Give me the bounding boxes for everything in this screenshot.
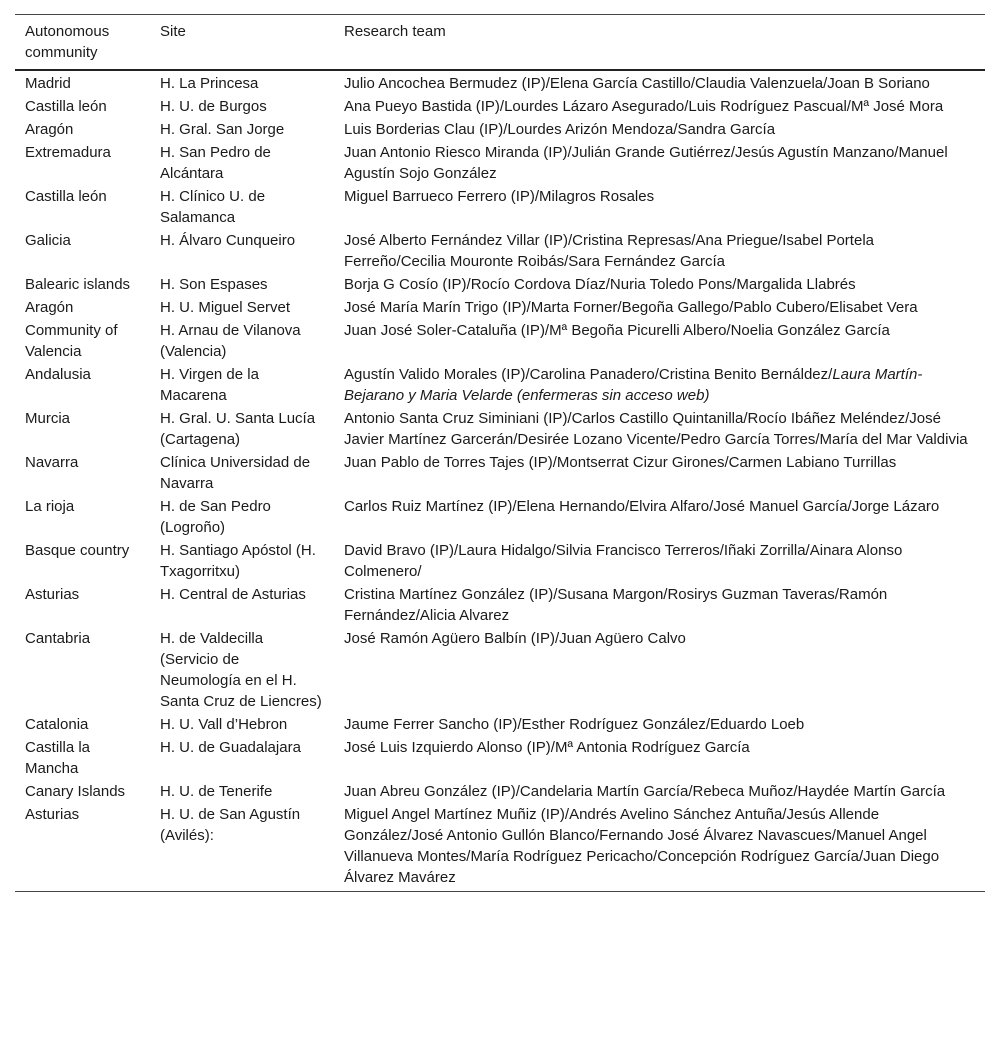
- team-text: José Alberto Fernández Villar (IP)/Cristina Represas/Ana Priegue/Isabel Portela Ferreño/Cecilia Mouronte Roibás/Sara Fernández García: [344, 232, 874, 270]
- team-text: Borja G Cosío (IP)/Rocío Cordova Díaz/Nuria Toledo Pons/Margalida Llabrés: [344, 276, 856, 293]
- site-cell: H. Son Espases: [160, 276, 268, 293]
- community-cell: Asturias: [15, 803, 150, 892]
- site-cell: H. U. de San Agustín (Avilés):: [150, 803, 334, 892]
- site-cell: H. La Princesa: [160, 75, 259, 92]
- team-cell: [334, 407, 985, 451]
- site-cell: H. de Valdecilla (Servicio de Neumología en el H. Santa Cruz de Liencres): [160, 630, 322, 710]
- site-cell: H. U. Miguel Servet: [160, 299, 291, 316]
- table-header: [15, 15, 985, 71]
- table-row: [15, 185, 985, 229]
- team-cell: [334, 363, 985, 407]
- team-text: José María Marín Trigo (IP)/Marta Forner/Begoña Gallego/Pablo Cubero/Elisabet Vera: [344, 299, 918, 316]
- team-cell: [334, 736, 985, 780]
- team-text: Juan Abreu González (IP)/Candelaria Martín García/Rebeca Muñoz/Haydée Martín García: [344, 783, 946, 800]
- table-row: [15, 407, 985, 451]
- team-cell: [334, 141, 985, 185]
- team-text: Juan José Soler-Cataluña (IP)/Mª Begoña Picurelli Albero/Noelia González García: [344, 322, 890, 339]
- table-row: [15, 229, 985, 273]
- community-cell: Andalusia: [25, 366, 91, 383]
- site-cell: Clínica Universidad de Navarra: [160, 454, 311, 492]
- site-cell: H. Gral. San Jorge: [160, 121, 285, 138]
- team-cell: [334, 451, 985, 495]
- table-row: [15, 273, 985, 296]
- team-cell: [334, 118, 985, 141]
- team-text: Ana Pueyo Bastida (IP)/Lourdes Lázaro Asegurado/Luis Rodríguez Pascual/Mª José Mora: [344, 98, 944, 115]
- community-cell: Castilla león: [25, 98, 107, 115]
- team-text: Jaume Ferrer Sancho (IP)/Esther Rodríguez González/Eduardo Loeb: [344, 716, 805, 733]
- site-cell: H. Virgen de la Macarena: [160, 366, 259, 404]
- site-cell: H. Central de Asturias: [160, 586, 306, 603]
- site-cell: H. U. Vall d’Hebron: [160, 716, 288, 733]
- table-row: [15, 95, 985, 118]
- table-row: [15, 803, 985, 892]
- community-cell: Madrid: [25, 75, 71, 92]
- team-text: José Ramón Agüero Balbín (IP)/Juan Agüero Calvo: [344, 630, 686, 647]
- community-cell: Canary Islands: [25, 783, 126, 800]
- table-row: [15, 319, 985, 363]
- team-cell: [334, 70, 985, 95]
- team-text: Cristina Martínez González (IP)/Susana Margon/Rosirys Guzman Taveras/Ramón Fernández/Alicia Alvarez: [344, 586, 888, 624]
- table-row: [15, 296, 985, 319]
- team-cell: [334, 780, 985, 803]
- team-text: Miguel Barrueco Ferrero (IP)/Milagros Rosales: [344, 188, 655, 205]
- team-cell: [334, 627, 985, 713]
- site-cell: H. Santiago Apóstol (H. Txagorritxu): [160, 542, 316, 580]
- team-cell: [334, 803, 985, 892]
- table-row: [15, 363, 985, 407]
- team-cell: [334, 319, 985, 363]
- community-cell: Balearic islands: [25, 276, 131, 293]
- community-cell: Community of Valencia: [25, 322, 118, 360]
- team-text: José Luis Izquierdo Alonso (IP)/Mª Antonia Rodríguez García: [344, 739, 750, 756]
- community-cell: Aragón: [25, 299, 74, 316]
- team-cell: [334, 95, 985, 118]
- site-cell: H. Arnau de Vilanova (Valencia): [160, 322, 301, 360]
- table-row: [15, 780, 985, 803]
- team-text: Juan Pablo de Torres Tajes (IP)/Montserrat Cizur Girones/Carmen Labiano Turrillas: [344, 454, 897, 471]
- site-cell: H. San Pedro de Alcántara: [160, 144, 271, 182]
- community-cell: Murcia: [25, 410, 71, 427]
- site-cell: H. U. de Tenerife: [160, 783, 273, 800]
- site-cell: H. Gral. U. Santa Lucía (Cartagena): [160, 410, 316, 448]
- team-cell: [334, 229, 985, 273]
- community-cell: Navarra: [25, 454, 79, 471]
- community-cell: Catalonia: [25, 716, 89, 733]
- table-row: [15, 583, 985, 627]
- site-cell: H. Álvaro Cunqueiro: [160, 232, 296, 249]
- site-cell: H. U. de Guadalajara: [160, 739, 301, 756]
- team-text: Agustín Valido Morales (IP)/Carolina Panadero/Cristina Benito Bernáldez/: [344, 366, 833, 383]
- community-cell: Basque country: [25, 542, 130, 559]
- community-cell: Cantabria: [25, 630, 91, 647]
- header-site: Site: [150, 15, 334, 71]
- header-team: Research team: [334, 15, 985, 71]
- team-note-italic: Laura Martín-Bejarano y Maria Velarde (enfermeras sin acceso web): [344, 366, 923, 404]
- community-cell: Asturias: [25, 586, 80, 603]
- table-row: [15, 451, 985, 495]
- table-row: [15, 118, 985, 141]
- table-row: [15, 736, 985, 780]
- table-row: [15, 627, 985, 713]
- team-cell: [334, 296, 985, 319]
- table-row: [15, 70, 985, 95]
- table-row: [15, 539, 985, 583]
- team-text: Luis Borderias Clau (IP)/Lourdes Arizón Mendoza/Sandra García: [344, 121, 776, 138]
- table-row: [15, 495, 985, 539]
- header-community: Autonomous community: [15, 15, 150, 71]
- team-text: Carlos Ruiz Martínez (IP)/Elena Hernando/Elvira Alfaro/José Manuel García/Jorge Lázaro: [344, 498, 940, 515]
- team-cell: [334, 185, 985, 229]
- community-cell: Extremadura: [25, 144, 111, 161]
- team-text: David Bravo (IP)/Laura Hidalgo/Silvia Francisco Terreros/Iñaki Zorrilla/Ainara Alonso Colmenero/: [344, 542, 903, 580]
- team-text: Juan Antonio Riesco Miranda (IP)/Julián Grande Gutiérrez/Jesús Agustín Manzano/Manuel Agustín Sojo González: [344, 144, 948, 182]
- community-cell: La rioja: [25, 498, 75, 515]
- team-cell: [334, 273, 985, 296]
- table-body: [15, 70, 985, 892]
- site-cell: H. Clínico U. de Salamanca: [160, 188, 266, 226]
- team-cell: [334, 495, 985, 539]
- team-cell: [334, 583, 985, 627]
- community-cell: Castilla león: [25, 188, 107, 205]
- research-teams-table: [15, 14, 985, 892]
- team-cell: [334, 713, 985, 736]
- community-cell: Castilla la Mancha: [25, 739, 91, 777]
- community-cell: Aragón: [25, 121, 74, 138]
- site-cell: H. de San Pedro (Logroño): [160, 498, 271, 536]
- team-text: Miguel Angel Martínez Muñiz (IP)/Andrés Avelino Sánchez Antuña/Jesús Allende González/José Antonio Gullón Blanco/Fernando José Álvarez Navascues/Manuel Angel Villanueva Montes/María Rodríguez Pericacho/Concepción Rodríguez García/Juan Diego Álvarez Mavárez: [344, 806, 940, 886]
- team-cell: [334, 539, 985, 583]
- community-cell: Galicia: [25, 232, 71, 249]
- site-cell: H. U. de Burgos: [160, 98, 267, 115]
- team-text: Julio Ancochea Bermudez (IP)/Elena García Castillo/Claudia Valenzuela/Joan B Soriano: [344, 75, 930, 92]
- table-row: [15, 141, 985, 185]
- team-text: Antonio Santa Cruz Siminiani (IP)/Carlos Castillo Quintanilla/Rocío Ibáñez Meléndez/José Javier Martínez Garcerán/Desirée Lozano Vicente/Pedro García Torres/María del Mar Valdivia: [344, 410, 968, 448]
- table-row: [15, 713, 985, 736]
